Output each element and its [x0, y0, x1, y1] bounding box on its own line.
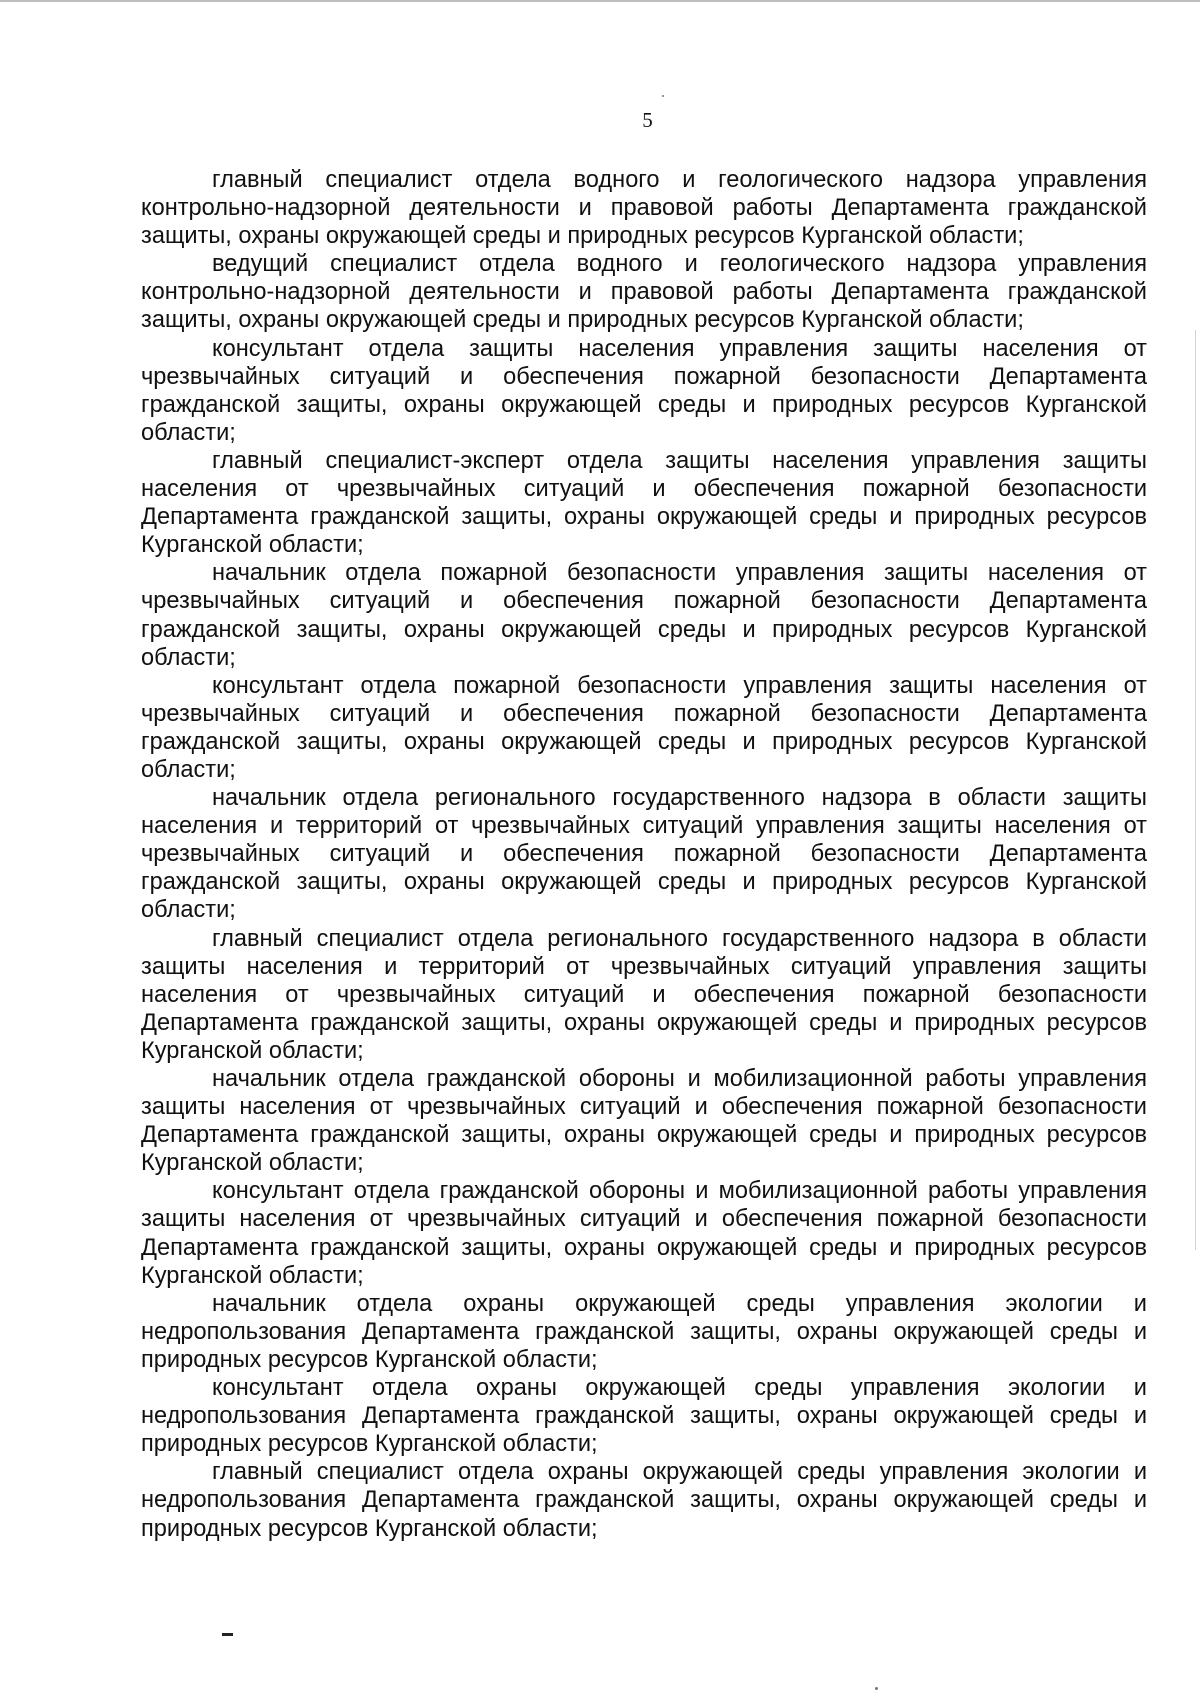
- list-item: начальник отдела регионального государственного надзора в области защиты населения и территорий от чрезвычайных ситуаций управления защиты населения от чрезвычайных ситуаций и обеспечения пожарной безопасности Департамента гражданской защиты, охраны окружающей среды и природных ресурсов Курганской области;: [141, 785, 1147, 924]
- list-item: начальник отдела пожарной безопасности управления защиты населения от чрезвычайных ситуаций и обеспечения пожарной безопасности Департамента гражданской защиты, охраны окружающей среды и природных ресурсов Курганской области;: [141, 560, 1147, 671]
- list-item: ведущий специалист отдела водного и геологического надзора управления контрольно-надзорной деятельности и правовой работы Департамента гражданской защиты, охраны окружающей среды и природных ресурсов Курганской области;: [141, 251, 1147, 334]
- list-item: начальник отдела гражданской обороны и мобилизационной работы управления защиты населения от чрезвычайных ситуаций и обеспечения пожарной безопасности Департамента гражданской защиты, охраны окружающей среды и природных ресурсов Курганской области;: [141, 1066, 1147, 1177]
- list-item: главный специалист отдела охраны окружающей среды управления экологии и недропользования Департамента гражданской защиты, охраны окружающей среды и природных ресурсов Курганской области;: [141, 1459, 1147, 1542]
- scan-speck: [875, 1687, 878, 1690]
- list-item: консультант отдела гражданской обороны и мобилизационной работы управления защиты населения от чрезвычайных ситуаций и обеспечения пожарной безопасности Департамента гражданской защиты, охраны окружающей среды и природных ресурсов Курганской области;: [141, 1178, 1147, 1289]
- list-item: главный специалист отдела водного и геологического надзора управления контрольно-надзорной деятельности и правовой работы Департамента гражданской защиты, охраны окружающей среды и природных ресурсов Курганской области;: [141, 167, 1147, 250]
- scan-right-edge: [1195, 330, 1196, 1250]
- list-item: начальник отдела охраны окружающей среды управления экологии и недропользования Департамента гражданской защиты, охраны окружающей среды и природных ресурсов Курганской области;: [141, 1290, 1147, 1373]
- list-item: главный специалист-эксперт отдела защиты населения управления защиты населения от чрезвычайных ситуаций и обеспечения пожарной безопасности Департамента гражданской защиты, охраны окружающей среды и природных ресурсов Курганской области;: [141, 447, 1147, 559]
- document-body: [141, 166, 1147, 1543]
- list-item: главный специалист отдела регионального государственного надзора в области защиты населения и территорий от чрезвычайных ситуаций управления защиты населения от чрезвычайных ситуаций и обеспечения пожарной безопасности Департамента гражданской защиты, охраны окружающей среды и природных ресурсов Курганской области;: [141, 925, 1147, 1064]
- scan-speck: [662, 95, 664, 97]
- page-number: 5: [642, 108, 653, 132]
- list-item: консультант отдела охраны окружающей среды управления экологии и недропользования Департамента гражданской защиты, охраны окружающей среды и природных ресурсов Курганской области;: [141, 1375, 1147, 1458]
- scan-top-edge: [0, 0, 1200, 2]
- scan-dash-mark: [222, 1633, 233, 1636]
- list-item: консультант отдела пожарной безопасности управления защиты населения от чрезвычайных ситуаций и обеспечения пожарной безопасности Департамента гражданской защиты, охраны окружающей среды и природных ресурсов Курганской области;: [141, 672, 1147, 783]
- list-item: консультант отдела защиты населения управления защиты населения от чрезвычайных ситуаций и обеспечения пожарной безопасности Департамента гражданской защиты, охраны окружающей среды и природных ресурсов Курганской области;: [141, 335, 1147, 446]
